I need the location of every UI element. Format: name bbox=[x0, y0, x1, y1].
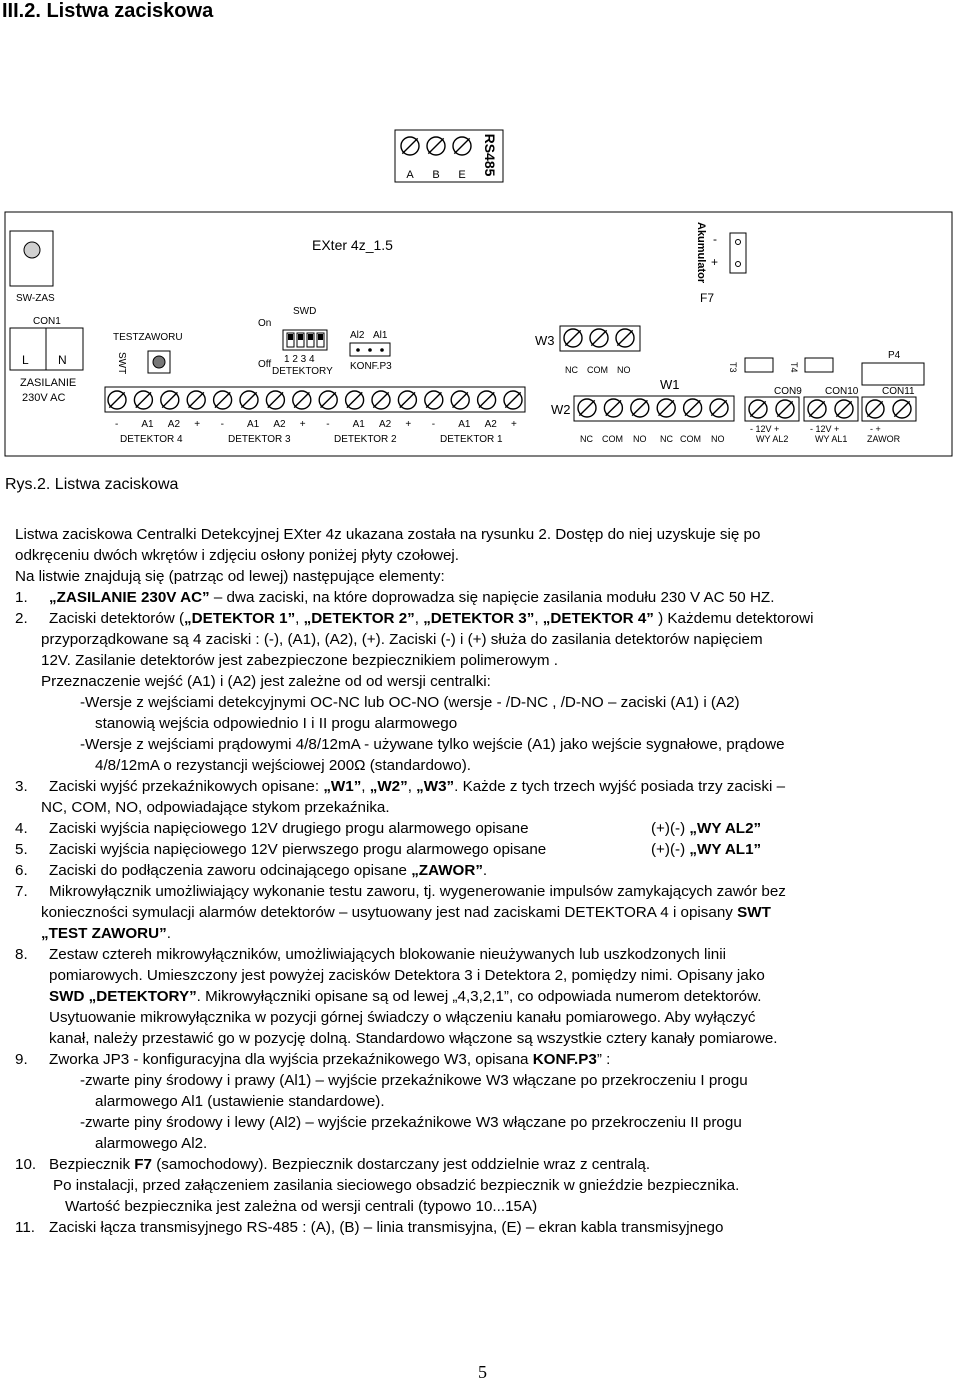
terminal-screw-icon bbox=[108, 391, 126, 409]
terminal-screw-icon bbox=[893, 400, 911, 418]
mains-switch-box bbox=[10, 231, 53, 286]
board-title: EXter 4z_1.5 bbox=[312, 237, 393, 253]
terminal-screw-icon bbox=[604, 399, 622, 417]
terminal-screw-icon bbox=[161, 391, 179, 409]
sw-zas-label: SW-ZAS bbox=[16, 293, 55, 304]
detector-terminal-label: - bbox=[431, 419, 436, 430]
detector-terminal-label: A2 bbox=[167, 419, 181, 430]
akumulator-label: Akumulator bbox=[695, 222, 707, 284]
terminal-screw-icon bbox=[398, 391, 416, 409]
detector-terminal-label: + bbox=[194, 419, 201, 430]
page-number: 5 bbox=[478, 1362, 487, 1382]
terminal-screw-icon bbox=[564, 329, 582, 347]
terminal-screw-icon bbox=[684, 399, 702, 417]
terminal-screw-icon bbox=[478, 391, 496, 409]
terminal-screw-icon bbox=[616, 329, 634, 347]
zasilanie-label: ZASILANIE bbox=[20, 377, 77, 389]
detektor-2-label: DETEKTOR 2 bbox=[334, 434, 397, 445]
list-item-10: 10. Bezpiecznik F7 (samochodowy). Bezpiecznik dostarczany jest oddzielnie wraz z centralą. Po instalacji, przed załączeniem zasilania sieciowego obsadzić bezpiecznik w gnieździe bezpiecznika. Wartość bezpiecznika jest zależna od wersji centrali (typowo 10...15A) bbox=[15, 1156, 740, 1215]
list-item-1: 1. „ZASILANIE 230V AC” – dwa zaciski, na które doprowadza się napięcie zasilania modułu 230 V AC 50 HZ. bbox=[15, 589, 775, 606]
detector-terminal-label: - bbox=[220, 419, 224, 430]
terminal-screw-icon bbox=[710, 399, 728, 417]
con1-label: CON1 bbox=[33, 316, 61, 327]
w1-nc: NC bbox=[660, 434, 673, 444]
document-body bbox=[15, 524, 960, 1238]
w2-com: COM bbox=[602, 434, 623, 444]
detector-terminal-label: A1 bbox=[352, 419, 365, 430]
w2-no: NO bbox=[633, 434, 647, 444]
rs485-label-a: A bbox=[406, 169, 414, 181]
terminal-screw-icon bbox=[776, 400, 794, 418]
intro-line-2: odkręceniu dwóch wkrętów i zdjęciu osłony poniżej płyty czołowej. bbox=[15, 547, 460, 564]
terminal-screw-icon bbox=[372, 391, 390, 409]
swd-off-label: Off bbox=[258, 359, 272, 370]
t4-label: T4 bbox=[789, 362, 799, 373]
terminal-screw-icon bbox=[266, 391, 284, 409]
t3-transistor bbox=[745, 358, 773, 372]
terminal-screw-icon bbox=[346, 391, 364, 409]
detector-terminal-label: A1 bbox=[141, 419, 154, 430]
terminal-screw-icon bbox=[749, 400, 767, 418]
w2-nc: NC bbox=[580, 434, 593, 444]
detector-terminal-label: - bbox=[115, 419, 119, 430]
intro-line-1: Listwa zaciskowa Centralki Detekcyjnej EXter 4z ukazana została na rysunku 2. Dostęp do niej uzyskuje się po bbox=[15, 526, 761, 543]
con10-connector bbox=[804, 397, 858, 421]
w1-label: W1 bbox=[660, 377, 680, 392]
terminal-screw-icon bbox=[240, 391, 258, 409]
w3-label: W3 bbox=[535, 333, 555, 348]
jumper-al1-label: Al1 bbox=[373, 330, 388, 341]
terminal-screw-icon bbox=[590, 329, 608, 347]
swd-numbers: 1 2 3 4 bbox=[284, 354, 315, 365]
mains-switch-indicator bbox=[24, 242, 40, 258]
terminal-screw-icon bbox=[214, 391, 232, 409]
zawor-label: ZAWOR bbox=[867, 434, 901, 444]
detector-terminal-label: + bbox=[299, 419, 306, 430]
terminal-screw-icon bbox=[293, 391, 311, 409]
w3-nc: NC bbox=[565, 365, 578, 375]
detector-terminal-label: + bbox=[405, 419, 412, 430]
terminal-screw-icon bbox=[631, 399, 649, 417]
t3-label: T3 bbox=[728, 362, 738, 373]
w2-label: W2 bbox=[551, 402, 571, 417]
swt-label: SWT bbox=[116, 352, 127, 375]
list-item-3: 3. Zaciski wyjść przekaźnikowych opisane: „W1”, „W2”, „W3”. Każde z tych trzech wyjść posiada trzy zaciski – NC, COM, NO, odpowiadające stykom przekaźnika. bbox=[15, 778, 786, 816]
mains-n-label: N bbox=[58, 353, 67, 367]
list-item-8: 8. Zestaw cztereh mikrowyłączników, umożliwiających blokowanie nieużywanych lub uszkodzonych linii pomiarowych. Umieszczony jest powyżej zacisków Detektora 3 i Detektora 2, pomiędzy nimi. Opisany jako SWD „DETEKTORY”. Mikrowyłączniki opisane są od lewej „4,3,2,1”, co odpowiada numerom detektorów. Usytuowanie mikrowyłącznika w pozycji górnej świadczy o włączeniu kanału pomiarowego. Aby wyłączyć kanał, należy przestawić go w pozycję dolną. Standardowo włączone są wszystkie cztery kanały pomiarowe. bbox=[15, 946, 778, 1047]
section-heading: III.2. Listwa zaciskowa bbox=[2, 0, 214, 22]
konf-p3-label: KONF.P3 bbox=[350, 361, 392, 372]
terminal-screw-icon bbox=[425, 391, 443, 409]
figure-caption: Rys.2. Listwa zaciskowa bbox=[5, 476, 179, 493]
terminal-strip-diagram bbox=[0, 0, 960, 470]
terminal-screw-icon bbox=[866, 400, 884, 418]
terminal-screw-icon bbox=[808, 400, 826, 418]
list-item-5: 5. Zaciski wyjścia napięciowego 12V pierwszego progu alarmowego opisane (+)(-) „WY AL1” bbox=[15, 841, 762, 858]
wy-al1-label: WY AL1 bbox=[815, 434, 848, 444]
detektor-3-label: DETEKTOR 3 bbox=[228, 434, 291, 445]
zawor-terms: - + bbox=[870, 424, 881, 434]
al1-terms: - 12V + bbox=[810, 424, 840, 434]
w3-no: NO bbox=[617, 365, 631, 375]
swd-on-label: On bbox=[258, 318, 272, 329]
terminal-screw-icon bbox=[578, 399, 596, 417]
akumulator-minus: - bbox=[713, 232, 717, 246]
con11-label: CON11 bbox=[882, 386, 915, 397]
detektory-label: DETEKTORY bbox=[272, 366, 333, 377]
w1-com: COM bbox=[680, 434, 701, 444]
detector-terminal-label: A2 bbox=[484, 419, 497, 430]
swd-label: SWD bbox=[293, 306, 317, 317]
rs485-label-b: B bbox=[432, 169, 440, 181]
list-item-11: 11. Zaciski łącza transmisyjnego RS-485 : (A), (B) – linia transmisyjna, (E) – ekran kabla transmisyjnego bbox=[15, 1219, 724, 1236]
rs485-title: RS485 bbox=[482, 133, 498, 177]
w3-com: COM bbox=[587, 365, 608, 375]
intro-line-3: Na listwie znajdują się (patrząc od lewej) następujące elementy: bbox=[15, 568, 445, 585]
terminal-screw-icon bbox=[451, 391, 469, 409]
jumper-al2-label: Al2 bbox=[350, 330, 365, 341]
detektor-1-label: DETEKTOR 1 bbox=[440, 434, 503, 445]
fuse-f7-label: F7 bbox=[700, 291, 715, 305]
con9-label: CON9 bbox=[774, 386, 802, 397]
zasilanie-voltage: 230V AC bbox=[22, 392, 66, 404]
list-item-9: 9. Zworka JP3 - konfiguracyjna dla wyjścia przekaźnikowego W3, opisana KONF.P3” : -zwarte piny środowy i prawy (Al1) – wyjście przekaźnikowe W3 włączane po przekroczeniu I progu alarmowego Al1 (ustawienie standardowe). -zwarte piny środowy i lewy (Al2) – wyjście przekaźnikowe W3 włączane po przekroczeniu II progu alarmowego Al2. bbox=[15, 1051, 748, 1152]
list-item-7: 7. Mikrowyłącznik umożliwiający wykonanie testu zaworu, tj. wygenerowanie impulsów zamykających zawór bez konieczności symulacji alarmów detektorów – usytuowany jest nad zaciskami DETEKTORA 4 i opisany SWT „TEST ZAWORU”. bbox=[15, 883, 786, 942]
rs485-label-e: E bbox=[458, 169, 466, 181]
terminal-screw-icon bbox=[134, 391, 152, 409]
terminal-screw-icon bbox=[504, 391, 522, 409]
terminal-screw-icon bbox=[835, 400, 853, 418]
con10-label: CON10 bbox=[825, 386, 859, 397]
detector-terminal-label: A2 bbox=[273, 419, 286, 430]
detector-terminal-label: A1 bbox=[247, 419, 260, 430]
p4-label: P4 bbox=[888, 350, 901, 361]
akumulator-plus: + bbox=[711, 255, 719, 269]
detector-terminal-label: - bbox=[326, 419, 330, 430]
wy-al2-label: WY AL2 bbox=[756, 434, 789, 444]
detektor-4-label: DETEKTOR 4 bbox=[120, 434, 183, 445]
al2-terms: - 12V + bbox=[750, 424, 780, 434]
con11-connector bbox=[862, 397, 916, 421]
terminal-screw-icon bbox=[319, 391, 337, 409]
test-zaworu-label: TESTZAWORU bbox=[113, 332, 183, 343]
detector-terminal-label: + bbox=[511, 419, 517, 430]
terminal-screw-icon bbox=[187, 391, 205, 409]
terminal-screw-icon bbox=[657, 399, 675, 417]
list-item-2: 2. Zaciski detektorów („DETEKTOR 1”, „DETEKTOR 2”, „DETEKTOR 3”, „DETEKTOR 4” ) Każdemu detektorowi przyporządkowane są 4 zaciski : (-), (A1), (A2), (+). Zaciski (-) i (+) służa do zasilania detektorów napięciem 12V. Zasilanie detektorów jest zabezpieczone bezpiecznikiem polimerowym . Przeznaczenie wejść (A1) i (A2) jest zależne od od wersji centralki: -Wersje z wejściami detekcyjnymi OC-NC lub OC-NO (wersje - /D-NC , /D-NO – zaciski (A1) i (A2) stanowią wejścia odpowiednio I i II progu alarmowego -Wersje z wejściami prądowymi 4/8/12mA - używane tylko wejście (A1) jako wejście sygnałowe, prądowe 4/8/12mA o rezystancji wejściowej 200Ω (standardowo). bbox=[15, 610, 814, 774]
detector-terminal-label: A2 bbox=[379, 419, 392, 430]
w1-no: NO bbox=[711, 434, 725, 444]
list-item-6: 6. Zaciski do podłączenia zaworu odcinającego opisane „ZAWOR”. bbox=[15, 862, 488, 879]
mains-l-label: L bbox=[22, 353, 29, 367]
list-item-4: 4. Zaciski wyjścia napięciowego 12V drugiego progu alarmowego opisane (+)(-) „WY AL2” bbox=[15, 820, 762, 837]
t4-transistor bbox=[805, 358, 833, 372]
con9-connector bbox=[745, 397, 799, 421]
detector-terminal-label: A1 bbox=[458, 419, 471, 430]
p4-element bbox=[862, 363, 924, 385]
